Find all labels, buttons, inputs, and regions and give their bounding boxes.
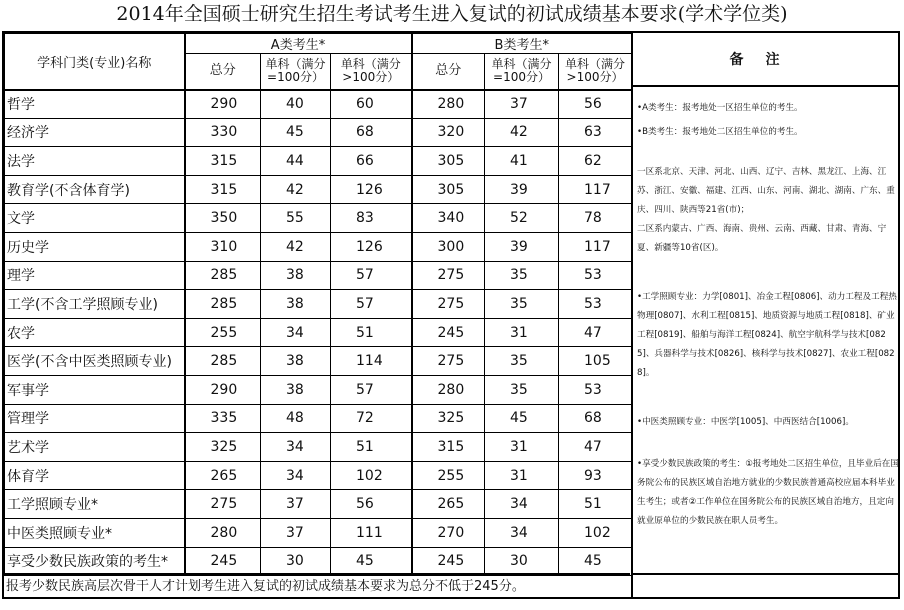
- note-a-class: •A类考生：报考地处一区招生单位的考生。: [637, 103, 803, 113]
- a-single-100-cell: 37: [261, 490, 331, 519]
- subject-name-cell: 医学(不含中医类照顾专业): [5, 347, 185, 376]
- b-total-cell: 300: [412, 232, 485, 261]
- b-single-over100-cell: 63: [559, 118, 632, 147]
- footer-note: 报考少数民族高层次骨干人才计划考生进入复试的初试成绩基本要求为总分不低于245分。: [4, 573, 630, 599]
- a-single-over100-cell: 57: [331, 261, 412, 290]
- a-single-over100-cell: 83: [331, 204, 412, 233]
- note-chinese-medicine-special: •中医类照顾专业：中医学[1005]、中西医结合[1006]。: [637, 417, 854, 427]
- a-total-cell: 315: [185, 175, 261, 204]
- a-single-100-cell: 38: [261, 375, 331, 404]
- a-total-cell: 255: [185, 318, 261, 347]
- subject-name-cell: 经济学: [5, 118, 185, 147]
- a-total-cell: 285: [185, 290, 261, 319]
- a-single-100-header: 单科（满分=100分）: [261, 54, 331, 90]
- subject-name-cell: 历史学: [5, 232, 185, 261]
- a-total-cell: 245: [185, 547, 261, 576]
- b-single-over100-cell: 105: [559, 347, 632, 376]
- table-row: [5, 290, 632, 319]
- b-single-100-cell: 39: [485, 232, 559, 261]
- a-single-over100-cell: 114: [331, 347, 412, 376]
- a-single-100-cell: 38: [261, 261, 331, 290]
- a-total-cell: 310: [185, 232, 261, 261]
- b-total-cell: 280: [412, 90, 485, 119]
- b-single-over100-cell: 93: [559, 461, 632, 490]
- a-single-100-cell: 44: [261, 147, 331, 176]
- b-single-100-cell: 35: [485, 375, 559, 404]
- subject-name-cell: 体育学: [5, 461, 185, 490]
- a-total-cell: 285: [185, 347, 261, 376]
- b-single-100-cell: 31: [485, 433, 559, 462]
- a-total-cell: 315: [185, 147, 261, 176]
- a-single-over100-cell: 66: [331, 147, 412, 176]
- score-table: [4, 33, 632, 576]
- a-single-100-cell: 38: [261, 347, 331, 376]
- a-single-100-cell: 45: [261, 118, 331, 147]
- note-minority-policy: •享受少数民族政策的考生：①报考地处二区招生单位，且毕业后在国务院公布的民族区域自治地方就业的少数民族普通高校应届本科毕业生考生；或者②工作单位在国务院公布的民族区域自治地方，且定向就业原单位的少数民族在职人员考生。: [637, 459, 899, 526]
- score-rows: [5, 90, 632, 576]
- a-single-over100-cell: 111: [331, 518, 412, 547]
- a-single-100-cell: 34: [261, 318, 331, 347]
- b-single-100-cell: 41: [485, 147, 559, 176]
- table-row: [5, 347, 632, 376]
- table-row: [5, 147, 632, 176]
- table-row: [5, 90, 632, 119]
- subject-name-cell: 教育学(不含体育学): [5, 175, 185, 204]
- table-row: [5, 261, 632, 290]
- a-single-over100-cell: 45: [331, 547, 412, 576]
- a-total-cell: 350: [185, 204, 261, 233]
- a-single-100-cell: 40: [261, 90, 331, 119]
- table-row: [5, 204, 632, 233]
- subject-name-cell: 享受少数民族政策的考生*: [5, 547, 185, 576]
- a-total-cell: 290: [185, 90, 261, 119]
- note-region-two: 二区系内蒙古、广西、海南、贵州、云南、西藏、甘肃、青海、宁夏、新疆等10省(区)。: [637, 224, 887, 253]
- subject-name-cell: 工学照顾专业*: [5, 490, 185, 519]
- a-single-over100-cell: 68: [331, 118, 412, 147]
- a-single-over100-cell: 72: [331, 404, 412, 433]
- a-single-over100-header: 单科（满分>100分）: [331, 54, 412, 90]
- a-total-cell: 265: [185, 461, 261, 490]
- subject-name-cell: 农学: [5, 318, 185, 347]
- a-single-100-cell: 55: [261, 204, 331, 233]
- b-total-cell: 340: [412, 204, 485, 233]
- note-engineering-special: •工学照顾专业：力学[0801]、冶金工程[0806]、动力工程及工程热物理[0807]、水利工程[0815]、地质资源与地质工程[0818]、矿业工程[0819]、船舶与海洋工程[0824]、航空宇航科学与技术[0825]、兵器科学与技术[0826]、核科学与技术[0827]、农业工程[0828]。: [637, 292, 897, 378]
- table-row: [5, 461, 632, 490]
- subject-name-cell: 文学: [5, 204, 185, 233]
- table-row: [5, 490, 632, 519]
- b-single-over100-cell: 53: [559, 261, 632, 290]
- a-single-over100-cell: 102: [331, 461, 412, 490]
- b-single-100-cell: 35: [485, 347, 559, 376]
- a-single-100-cell: 34: [261, 433, 331, 462]
- page-title: 2014年全国硕士研究生招生考试考生进入复试的初试成绩基本要求(学术学位类): [116, 3, 788, 25]
- a-single-100-cell: 34: [261, 461, 331, 490]
- a-single-over100-cell: 51: [331, 318, 412, 347]
- b-single-over100-cell: 51: [559, 490, 632, 519]
- table-row: [5, 232, 632, 261]
- a-total-header: 总分: [185, 54, 261, 90]
- b-single-over100-cell: 62: [559, 147, 632, 176]
- a-total-cell: 325: [185, 433, 261, 462]
- subject-name-cell: 理学: [5, 261, 185, 290]
- a-single-over100-cell: 56: [331, 490, 412, 519]
- footer-blank-cell: [631, 573, 898, 599]
- a-single-over100-cell: 126: [331, 232, 412, 261]
- subject-name-cell: 军事学: [5, 375, 185, 404]
- a-single-100-cell: 42: [261, 232, 331, 261]
- b-single-100-cell: 30: [485, 547, 559, 576]
- a-total-cell: 285: [185, 261, 261, 290]
- b-single-100-cell: 45: [485, 404, 559, 433]
- b-total-cell: 275: [412, 261, 485, 290]
- a-total-cell: 290: [185, 375, 261, 404]
- b-total-cell: 325: [412, 404, 485, 433]
- b-single-over100-cell: 117: [559, 232, 632, 261]
- b-single-over100-header: 单科（满分>100分）: [559, 54, 632, 90]
- b-total-cell: 245: [412, 547, 485, 576]
- subject-name-cell: 管理学: [5, 404, 185, 433]
- a-single-100-cell: 38: [261, 290, 331, 319]
- b-single-100-header: 单科（满分=100分）: [485, 54, 559, 90]
- table-row: [5, 318, 632, 347]
- table-row: [5, 518, 632, 547]
- b-single-100-cell: 34: [485, 490, 559, 519]
- b-single-over100-cell: 53: [559, 375, 632, 404]
- b-single-over100-cell: 56: [559, 90, 632, 119]
- b-single-100-cell: 42: [485, 118, 559, 147]
- b-total-cell: 320: [412, 118, 485, 147]
- remarks-panel: [631, 33, 898, 573]
- a-single-100-cell: 42: [261, 175, 331, 204]
- b-single-over100-cell: 102: [559, 518, 632, 547]
- a-total-cell: 280: [185, 518, 261, 547]
- subject-column-header: 学科门类(专业)名称: [5, 34, 185, 90]
- b-total-cell: 275: [412, 290, 485, 319]
- b-total-cell: 305: [412, 175, 485, 204]
- a-total-cell: 335: [185, 404, 261, 433]
- b-single-over100-cell: 68: [559, 404, 632, 433]
- note-b-class: •B类考生：报考地处二区招生单位的考生。: [637, 127, 803, 137]
- a-single-100-cell: 37: [261, 518, 331, 547]
- b-single-over100-cell: 47: [559, 318, 632, 347]
- a-total-cell: 330: [185, 118, 261, 147]
- subject-name-cell: 哲学: [5, 90, 185, 119]
- a-single-over100-cell: 51: [331, 433, 412, 462]
- b-single-100-cell: 52: [485, 204, 559, 233]
- subject-name-cell: 法学: [5, 147, 185, 176]
- table-row: [5, 433, 632, 462]
- table-row: [5, 175, 632, 204]
- subject-name-cell: 中医类照顾专业*: [5, 518, 185, 547]
- table-row: [5, 404, 632, 433]
- b-total-cell: 315: [412, 433, 485, 462]
- b-single-100-cell: 31: [485, 318, 559, 347]
- b-single-over100-cell: 45: [559, 547, 632, 576]
- a-single-over100-cell: 126: [331, 175, 412, 204]
- a-total-cell: 275: [185, 490, 261, 519]
- group-a-header: A类考生*: [185, 34, 412, 54]
- b-single-over100-cell: 47: [559, 433, 632, 462]
- table-row: [5, 118, 632, 147]
- b-total-cell: 305: [412, 147, 485, 176]
- b-total-cell: 265: [412, 490, 485, 519]
- group-b-header: B类考生*: [412, 34, 632, 54]
- table-row: [5, 375, 632, 404]
- subject-name-cell: 工学(不含工学照顾专业): [5, 290, 185, 319]
- b-total-cell: 280: [412, 375, 485, 404]
- b-single-over100-cell: 117: [559, 175, 632, 204]
- b-total-cell: 275: [412, 347, 485, 376]
- b-single-100-cell: 31: [485, 461, 559, 490]
- subject-name-cell: 艺术学: [5, 433, 185, 462]
- b-single-100-cell: 37: [485, 90, 559, 119]
- b-single-over100-cell: 78: [559, 204, 632, 233]
- note-region-one: 一区系北京、天津、河北、山西、辽宁、吉林、黑龙江、上海、江苏、浙江、安徽、福建、江西、山东、河南、湖北、湖南、广东、重庆、四川、陕西等21省(市)；: [637, 167, 895, 215]
- b-single-over100-cell: 53: [559, 290, 632, 319]
- b-single-100-cell: 35: [485, 261, 559, 290]
- a-single-over100-cell: 57: [331, 290, 412, 319]
- b-single-100-cell: 39: [485, 175, 559, 204]
- b-single-100-cell: 34: [485, 518, 559, 547]
- b-total-cell: 245: [412, 318, 485, 347]
- b-total-cell: 270: [412, 518, 485, 547]
- b-single-100-cell: 35: [485, 290, 559, 319]
- table-row: [5, 547, 632, 576]
- remarks-header: 备注: [633, 33, 898, 87]
- a-single-over100-cell: 57: [331, 375, 412, 404]
- b-total-header: 总分: [412, 54, 485, 90]
- a-single-100-cell: 48: [261, 404, 331, 433]
- a-single-100-cell: 30: [261, 547, 331, 576]
- a-single-over100-cell: 60: [331, 90, 412, 119]
- b-total-cell: 255: [412, 461, 485, 490]
- score-table-frame: [2, 31, 900, 599]
